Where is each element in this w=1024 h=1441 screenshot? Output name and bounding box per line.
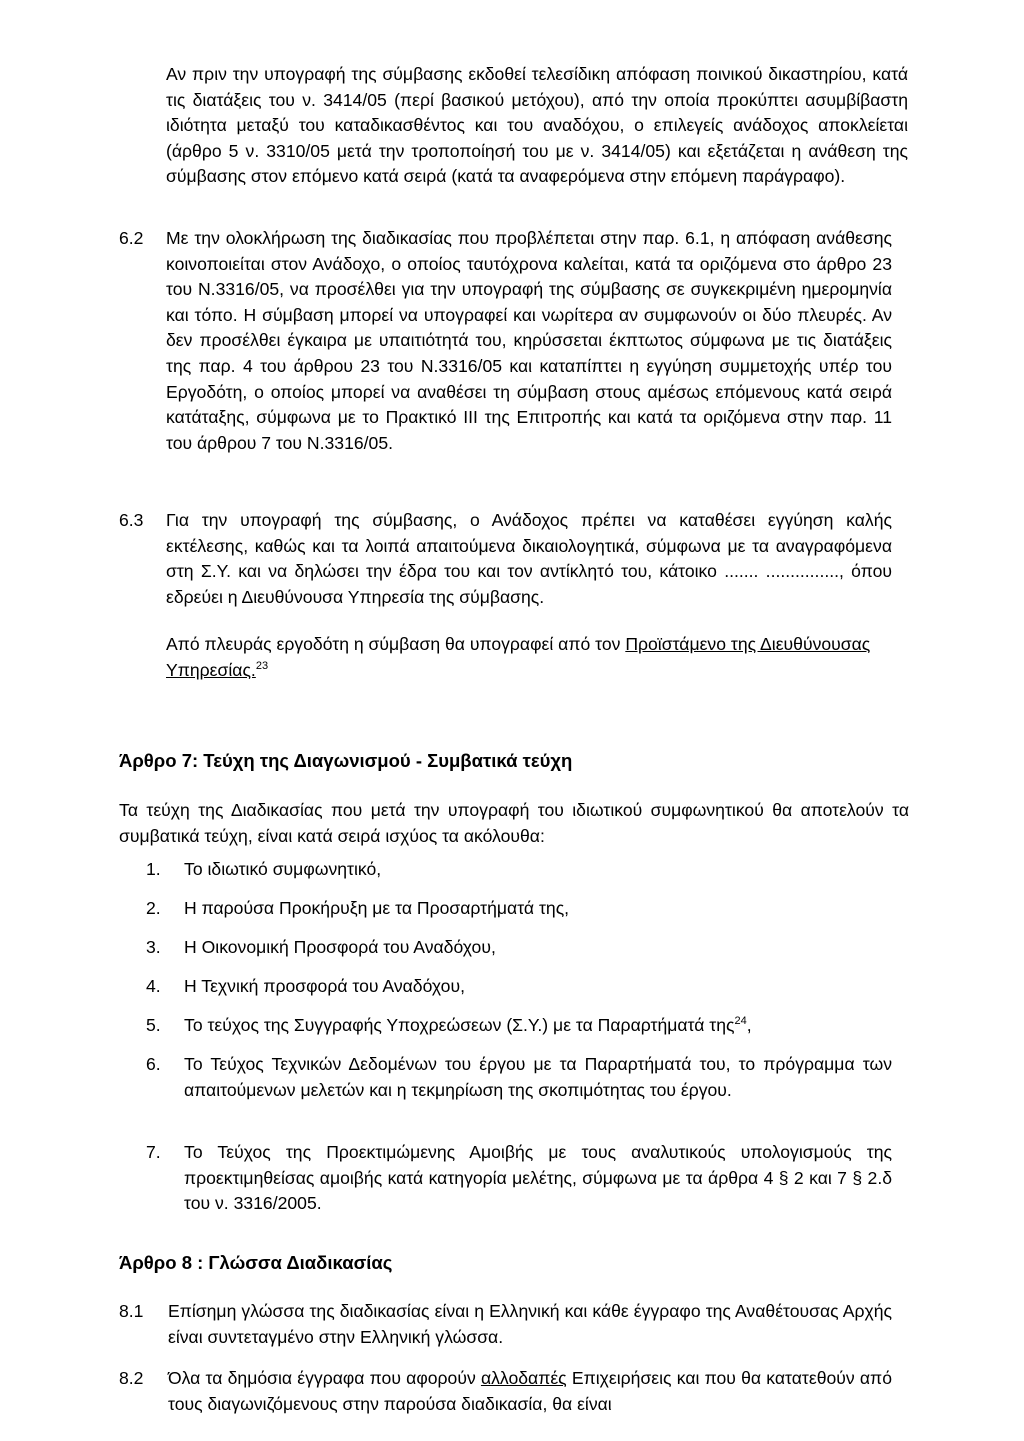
list-item: Η παρούσα Προκήρυξη με τα Προσαρτήματά της, bbox=[184, 898, 570, 918]
list-item: Η Οικονομική Προσφορά του Αναδόχου, bbox=[184, 937, 496, 957]
list-item: Το ιδιωτικό συμφωνητικό, bbox=[184, 859, 382, 879]
list-item-number: 1. bbox=[146, 859, 161, 879]
list-item-number: 7. bbox=[146, 1142, 161, 1162]
article-8-heading: Άρθρο 8 : Γλώσσα Διαδικασίας bbox=[119, 1252, 393, 1273]
article-7-intro: Τα τεύχη της Διαδικασίας που μετά την υπογραφή του ιδιωτικού συμφωνητικού θα αποτελούν τα συμβατικά τεύχη, είναι κατά σειρά ισχύος τα ακόλουθα: bbox=[119, 800, 909, 846]
list-item-number: 6. bbox=[146, 1054, 161, 1074]
paragraph-6-3: Για την υπογραφή της σύμβασης, ο Ανάδοχος πρέπει να καταθέσει εγγύηση καλής εκτέλεσης, καθώς και τα λοιπά απαιτούμενα δικαιολογητικά, σύμφωνα με τα αναγραφόμενα στη Σ.Υ. και να δηλώσει την έδρα του και τον αντίκλητό του, κάτοικο ....... ..............., όπου εδρεύει η Διευθύνουσα Υπηρεσία της σύμβασης. bbox=[166, 510, 892, 607]
list-item: Η Τεχνική προσφορά του Αναδόχου, bbox=[184, 976, 465, 996]
paragraph-8-2-prefix: Όλα τα δημόσια έγγραφα που αφορούν bbox=[168, 1368, 481, 1388]
section-number-8-1: 8.1 bbox=[119, 1301, 144, 1321]
footnote-24: 24 bbox=[734, 1015, 747, 1028]
list-item-number: 5. bbox=[146, 1015, 161, 1035]
list-item-number: 3. bbox=[146, 937, 161, 957]
list-item-number: 4. bbox=[146, 976, 161, 996]
signatory-paragraph bbox=[166, 632, 908, 683]
list-item: Το Τεύχος της Προεκτιμώμενης Αμοιβής με τους αναλυτικούς υπολογισμούς της προεκτιμηθείσας αμοιβής κατά κατηγορία μελέτης, σύμφωνα με τα άρθρα 4 § 2 και 7 § 2.δ του ν. 3316/2005. bbox=[184, 1142, 892, 1214]
list-item: Το Τεύχος Τεχνικών Δεδομένων του έργου με τα Παραρτήματά του, το πρόγραμμα των απαιτούμενων μελετών και η τεκμηρίωση της σκοπιμότητας του έργου. bbox=[184, 1054, 892, 1100]
intro-paragraph: Αν πριν την υπογραφή της σύμβασης εκδοθεί τελεσίδικη απόφαση ποινικού δικαστηρίου, κατά τις διατάξεις του ν. 3414/05 (περί βασικού μετόχου), από την οποία προκύπτει ασυμβίβαστη ιδιότητα μεταξύ του καταδικασθέντος και του αναδόχου, ο επιλεγείς ανάδοχος αποκλείεται (άρθρο 5 ν. 3310/05 μετά την τροποποίησή του με ν. 3414/05) και εξετάζεται η ανάθεση της σύμβασης στον επόμενο κατά σειρά (κατά τα αναφερόμενα στην επόμενη παράγραφο). bbox=[166, 64, 908, 187]
list-item-text: Το τεύχος της Συγγραφής Υποχρεώσεων (Σ.Υ.) με τα Παραρτήματά της bbox=[184, 1015, 735, 1035]
list-item-number: 2. bbox=[146, 898, 161, 918]
list-item bbox=[184, 1013, 892, 1039]
signatory-underlined: Προϊστάμενο της Διευθύνουσας Υπηρεσίας. bbox=[166, 634, 871, 680]
section-number-6-3: 6.3 bbox=[119, 510, 144, 530]
paragraph-8-1: Επίσημη γλώσσα της διαδικασίας είναι η Ελληνική και κάθε έγγραφο της Αναθέτουσας Αρχής είναι συντεταγμένο στην Ελληνική γλώσσα. bbox=[168, 1301, 892, 1347]
signatory-prefix: Από πλευράς εργοδότη η σύμβαση θα υπογραφεί από τον bbox=[166, 634, 626, 654]
footnote-23: 23 bbox=[255, 659, 269, 672]
list-item-suffix: , bbox=[746, 1015, 752, 1035]
section-number-8-2: 8.2 bbox=[119, 1368, 144, 1388]
paragraph-8-2-suffix: Επιχειρήσεις και που θα κατατεθούν από τους διαγωνιζόμενους στην παρούσα διαδικασία, θα είναι bbox=[168, 1368, 892, 1414]
paragraph-8-2 bbox=[168, 1366, 892, 1417]
paragraph-6-2: Με την ολοκλήρωση της διαδικασίας που προβλέπεται στην παρ. 6.1, η απόφαση ανάθεσης κοινοποιείται στον Ανάδοχο, ο οποίος ταυτόχρονα καλείται, κατά τα οριζόμενα στο άρθρο 23 του Ν.3316/05, να προσέλθει για την υπογραφή της σύμβασης σε συγκεκριμένη ημερομηνία και τόπο. Η σύμβαση μπορεί να υπογραφεί και νωρίτερα αν συμφωνούν οι δύο πλευρές. Αν δεν προσέλθει έγκαιρα με υπαιτιότητά του, κηρύσσεται έκπτωτος σύμφωνα με τις διατάξεις της παρ. 4 του άρθρου 23 του Ν.3316/05 και καταπίπτει η εγγύηση συμμετοχής υπέρ του Εργοδότη, ο οποίος μπορεί να αναθέσει τη σύμβαση στους αμέσως επόμενους κατά σειρά κατάταξης, σύμφωνα με το Πρακτικό ΙΙΙ της Επιτροπής και κατά τα οριζόμενα στην παρ. 11 του άρθρου 7 του Ν.3316/05. bbox=[166, 228, 892, 453]
article-7-heading: Άρθρο 7: Τεύχη της Διαγωνισμού - Συμβατικά τεύχη bbox=[119, 750, 573, 771]
section-number-6-2: 6.2 bbox=[119, 228, 144, 248]
paragraph-8-2-underlined: αλλοδαπές bbox=[480, 1368, 567, 1388]
